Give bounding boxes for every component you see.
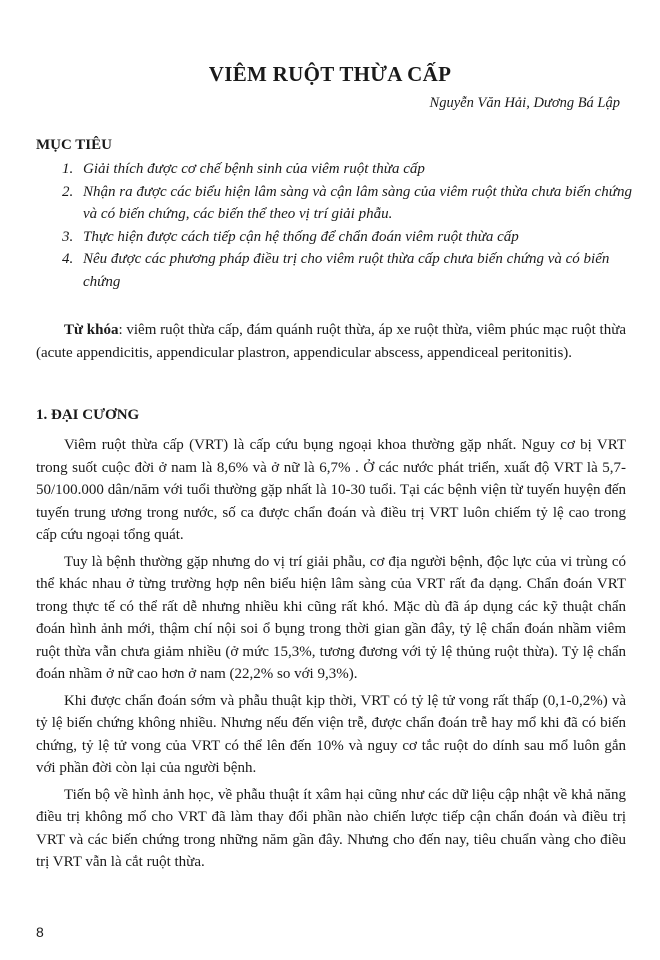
- objective-text: Thực hiện được cách tiếp cận hệ thống để chẩn đoán viêm ruột thừa cấp: [83, 228, 519, 245]
- objective-item: [62, 181, 632, 226]
- objective-item: [62, 248, 632, 293]
- objective-number: 3.: [62, 228, 74, 245]
- objective-number: 1.: [62, 161, 74, 177]
- objectives-list: [62, 158, 632, 293]
- keywords-text: : viêm ruột thừa cấp, đám quánh ruột thừa, áp xe ruột thừa, viêm phúc mạc ruột thừa (acute appendicitis, appendicular plastron, appendicular abscess, appendiceal peritonitis).: [36, 322, 626, 361]
- objective-text: Giải thích được cơ chế bệnh sinh của viêm ruột thừa cấp: [83, 161, 425, 177]
- body-paragraph: Viêm ruột thừa cấp (VRT) là cấp cứu bụng ngoại khoa thường gặp nhất. Nguy cơ bị VRT trong suốt cuộc đời ở nam là 8,6% và ở nữ là 6,7% . Ở các nước phát triển, xuất độ VRT là 5,7-50/100.000 dân/năm với tuổi thường gặp nhất là 10-30 tuổi. Tại các bệnh viện từ tuyến huyện đến tuyến trung ương trong nước, số ca được chẩn đoán và điều trị VRT luôn chiếm tỷ lệ cao trong cấp cứu ngoại tổng quát.: [36, 437, 626, 543]
- objective-item: [62, 226, 632, 249]
- objective-number: 2.: [62, 183, 74, 200]
- objectives-heading: MỤC TIÊU: [36, 137, 112, 153]
- keywords-label: Từ khóa: [64, 322, 119, 338]
- body-paragraph: Tiến bộ về hình ảnh học, về phẫu thuật ít xâm hại cũng như các dữ liệu cập nhật về khả năng điều trị không mổ cho VRT đã làm thay đổi phần nào chiến lược tiếp cận chẩn đoán và điều trị VRT và các biến chứng trong những năm gần đây. Nhưng cho đến nay, tiêu chuẩn vàng cho điều trị VRT vẫn là cắt ruột thừa.: [36, 786, 626, 870]
- body-paragraph: Khi được chẩn đoán sớm và phẫu thuật kịp thời, VRT có tỷ lệ tử vong rất thấp (0,1-0,2%) và tỷ lệ biến chứng không nhiều. Nhưng nếu đến viện trễ, được chẩn đoán trễ hay mổ khi đã có biến chứng, tỷ lệ tử vong của VRT có thể lên đến 10% và nguy cơ tắc ruột do dính sau mổ luôn gắn với phần đời còn lại của người bệnh.: [36, 692, 626, 776]
- objective-text: Nhận ra được các biểu hiện lâm sàng và cận lâm sàng của viêm ruột thừa chưa biến chứng và có biến chứng, các biến thể theo vị trí giải phẫu.: [83, 183, 632, 222]
- body-paragraph: Tuy là bệnh thường gặp nhưng do vị trí giải phẫu, cơ địa người bệnh, độc lực của vi trùng có thể khác nhau ở từng trường hợp nên biểu hiện lâm sàng của VRT rất đa dạng. Chẩn đoán VRT trong thực tế có thể rất dễ nhưng nhiều khi cũng rất khó. Mặc dù đã áp dụng các kỹ thuật chẩn đoán hình ảnh mới, thậm chí nội soi ổ bụng trong thời gian gần đây, tỷ lệ chẩn đoán nhầm viêm ruột thừa vẫn chưa giảm nhiều (ở mức 15,3%, tương đương với tỷ lệ thủng ruột thừa). Tỷ lệ chẩn đoán nhầm ở nữ cao hơn ở nam (22,2% so với 9,3%).: [36, 553, 626, 682]
- objective-text: Nêu được các phương pháp điều trị cho viêm ruột thừa cấp chưa biến chứng và có biến chứng: [83, 251, 610, 290]
- objective-item: [62, 158, 632, 181]
- page-number: 8: [36, 924, 44, 940]
- section-heading: 1. ĐẠI CƯƠNG: [36, 407, 140, 423]
- document-title: VIÊM RUỘT THỪA CẤP: [208, 62, 452, 86]
- objective-number: 4.: [62, 251, 74, 267]
- keywords-paragraph: [36, 319, 626, 364]
- section-body: [36, 434, 626, 878]
- document-authors: Nguyễn Văn Hải, Dương Bá Lập: [429, 95, 620, 111]
